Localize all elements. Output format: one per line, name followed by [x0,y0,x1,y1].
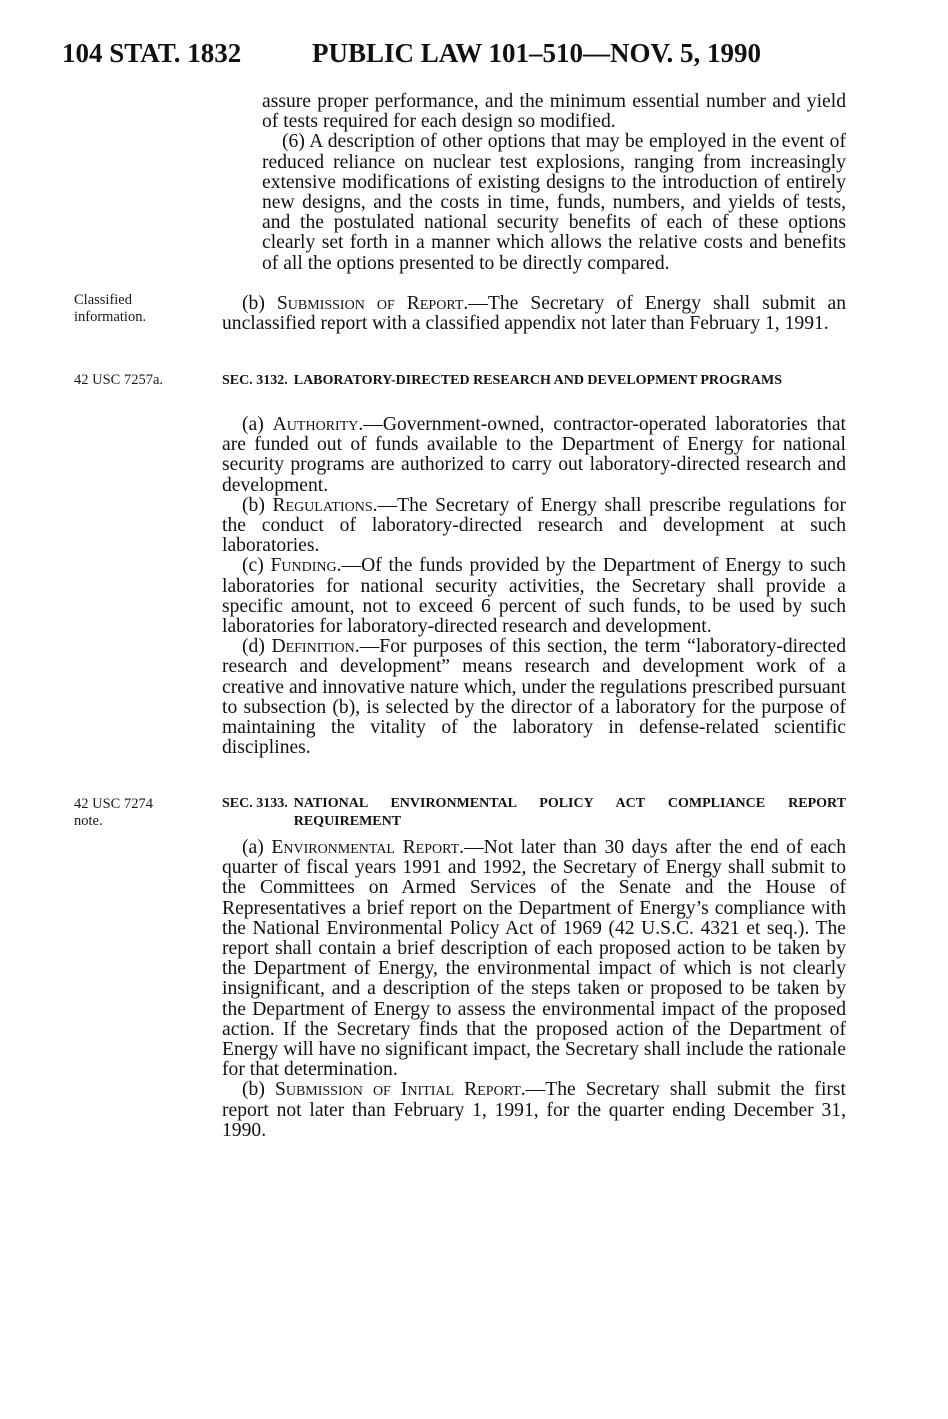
paragraph [222,637,846,758]
section-title: LABORATORY-DIRECTED RESEARCH AND DEVELOPMENT PROGRAMS [293,373,783,388]
section-3133 [222,795,846,831]
subsection-label: (a) [242,837,272,858]
subsection-text: —Not later than 30 days after the end of each quarter of fiscal years 1991 and 1992, the Secretary of Energy shall submit to the Committees on Armed Services of the Senate and the House of Representatives a brief report on the Department of Energy’s compliance with the National Environmental Policy Act of 1969 (42 U.S.C. 4321 et seq.). The report shall contain a brief description of each proposed action to be taken by the Department of Energy, the environmental impact of which is not clearly insignificant, and a description of the steps taken or proposed to be taken by the Department of Energy to assess the environmental impact of the proposed action. If the Secretary finds that the proposed action of the Department of Energy will have no significant impact, the Secretary shall include the rationale for that determination. [222,837,846,1081]
subsection-label: (b) [242,494,273,516]
paragraph [222,496,846,557]
margin-note-usc-7274: 42 USC 7274 note. [74,796,153,829]
subsection-text: —Of the funds provided by the Department of Energy to such laboratories for national security activities, the Secretary shall provide a specific amount, not to exceed 6 percent of such funds, to be used by such laboratories for laboratory-directed research and development. [222,555,846,638]
subsection-label: (d) [242,636,272,658]
subsection-b-report [222,294,846,334]
section-3133-body [222,838,846,1141]
subsection-text: —The Secretary shall submit the first report not later than February 1, 1991, for the quarter ending December 31, 1990. [222,1079,846,1141]
subsection-text: —Government-owned, contractor-operated laboratories that are funded out of funds available to the Department of Energy for national security programs are authorized to carry out laboratory-directed research and development. [222,414,846,496]
paragraph [222,294,846,334]
subsection-label: (a) [242,414,273,435]
subsection-heading: Submission of Report. [276,293,469,314]
subsection-text: —For purposes of this section, the term “laboratory-directed research and development” means research and development work of a creative and innovative nature which, under the regulations prescribed pursuant to subsection (b), is selected by the director of a laboratory for the purpose of maintaining the vitality of the laboratory in defense-related scientific disciplines. [222,636,846,759]
paragraph-6: (6) A description of other options that may be employed in the event of reduced reliance on nuclear test explosions, ranging from increasingly extensive modifications of existing designs to the introduction of entirely new designs, and the costs in time, funds, numbers, and yields of tests, and the postulated national security benefits of each of these options clearly set forth in a manner which allows the relative costs and benefits of all the options presented to be directly compared. [262,131,846,274]
section-number: SEC. 3133. [222,796,288,811]
margin-note-classified: Classified information. [74,292,147,325]
subsection-text: —The Secretary of Energy shall submit an unclassified report with a classified appendix not later than February 1, 1991. [222,293,846,335]
law-title: PUBLIC LAW 101–510—NOV. 5, 1990 [312,38,762,68]
paragraph [222,1080,846,1141]
subsection-text: —The Secretary of Energy shall prescribe regulations for the conduct of laboratory-directed research and development at such laboratories. [222,494,846,557]
subsection-label: (b) [242,1079,275,1101]
section-number: SEC. 3132. [222,373,288,388]
paragraph [222,838,846,1080]
subsection-label: (c) [242,555,271,577]
subsection-label: (b) [242,293,277,314]
subsection-heading: Funding. [270,555,342,577]
paragraph [222,415,846,496]
subsection-heading: Submission of Initial Report. [274,1079,526,1101]
margin-note-usc-7257a: 42 USC 7257a. [74,372,164,388]
section-title: NATIONAL ENVIRONMENTAL POLICY ACT COMPLIANCE REPORT REQUIREMENT [293,796,846,829]
subsection-heading: Authority. [272,414,364,435]
paragraph [222,556,846,637]
section-3132 [222,372,846,390]
subsection-heading: Regulations. [272,494,378,516]
subsection-heading: Environmental Report. [271,837,465,858]
subsection-heading: Definition. [271,636,360,658]
continuation-paragraph: assure proper performance, and the minimum essential number and yield of tests required for each design so modified. [262,91,846,133]
top-block [262,92,846,274]
section-heading [222,372,846,390]
page-header [0,38,948,78]
section-3132-body [222,415,846,758]
page-citation: 104 STAT. 1832 [62,38,242,68]
section-heading [222,795,846,831]
